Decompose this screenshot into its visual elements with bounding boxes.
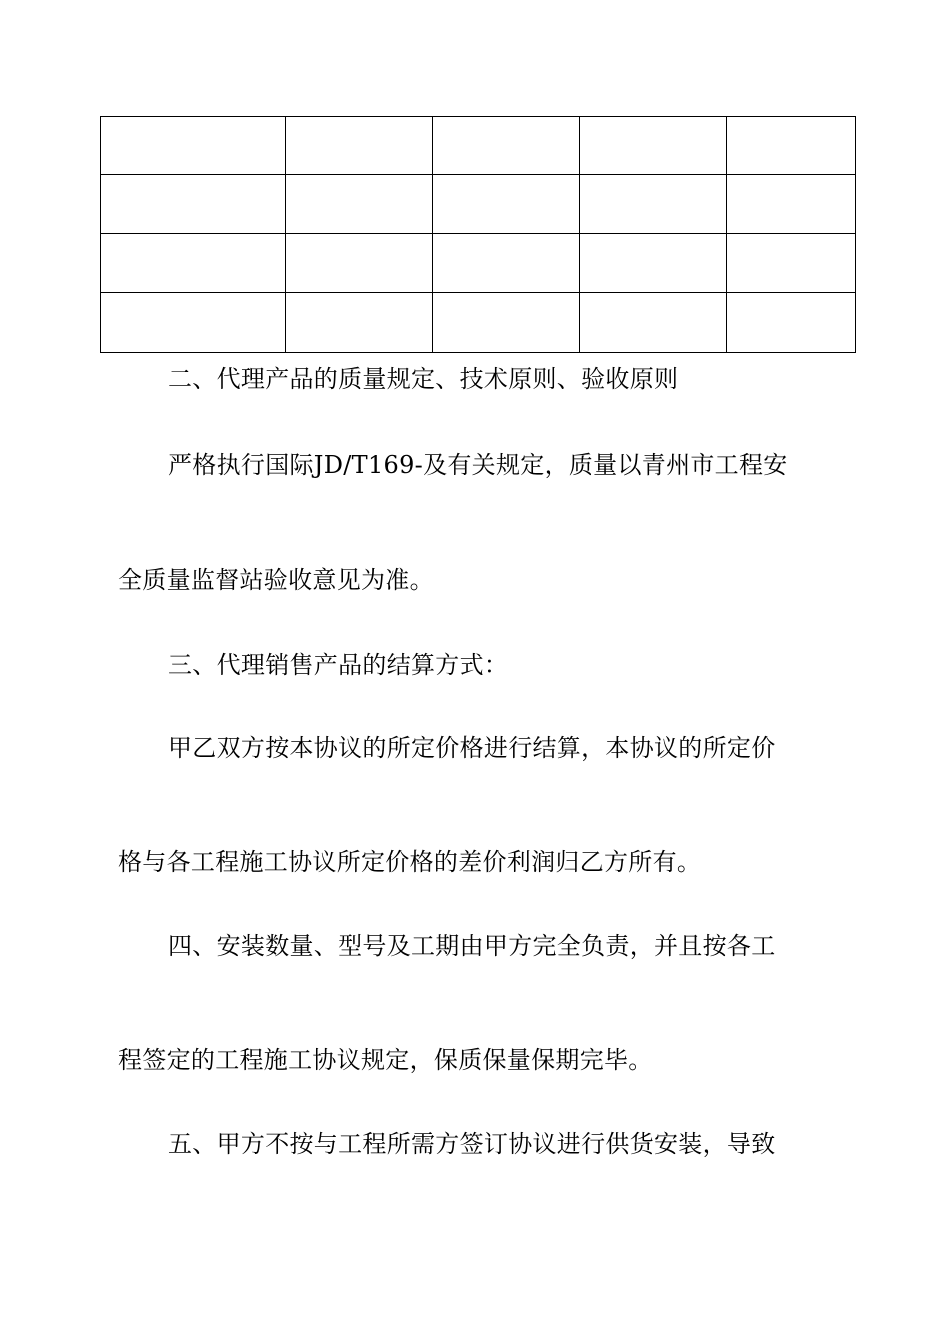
table-cell xyxy=(727,293,856,353)
section-2-body-line-1: 严格执行国际JD/T169-及有关规定，质量以青州市工程安 xyxy=(168,451,788,479)
table-cell xyxy=(433,117,580,175)
section-2-heading: 二、代理产品的质量规定、技术原则、验收原则 xyxy=(168,365,679,393)
table-cell xyxy=(286,234,433,293)
table-row xyxy=(101,234,856,293)
table-cell xyxy=(433,175,580,234)
table-cell xyxy=(433,293,580,353)
table-row xyxy=(101,175,856,234)
section-3-body-line-1: 甲乙双方按本协议的所定价格进行结算，本协议的所定价 xyxy=(168,734,776,762)
table-cell xyxy=(286,175,433,234)
table-cell xyxy=(286,293,433,353)
section-4-body-line-1: 四、安装数量、型号及工期由甲方完全负责，并且按各工 xyxy=(168,932,776,960)
table-cell xyxy=(101,175,286,234)
empty-data-table xyxy=(100,116,856,353)
section-4-body-line-2: 程签定的工程施工协议规定，保质保量保期完毕。 xyxy=(118,1046,653,1074)
table-cell xyxy=(101,117,286,175)
table-cell xyxy=(101,234,286,293)
section-3-body-line-2: 格与各工程施工协议所定价格的差价利润归乙方所有。 xyxy=(118,848,702,876)
table-cell xyxy=(580,175,727,234)
section-3-heading: 三、代理销售产品的结算方式： xyxy=(168,651,509,679)
table-cell xyxy=(286,117,433,175)
table-cell xyxy=(101,293,286,353)
table-cell xyxy=(727,117,856,175)
table-cell xyxy=(433,234,580,293)
section-2-body-line-2: 全质量监督站验收意见为准。 xyxy=(118,566,434,594)
table-row xyxy=(101,293,856,353)
table-cell xyxy=(580,293,727,353)
table-cell xyxy=(580,117,727,175)
section-5-body-line-1: 五、甲方不按与工程所需方签订协议进行供货安装，导致 xyxy=(168,1130,776,1158)
table-row xyxy=(101,117,856,175)
table-cell xyxy=(727,234,856,293)
table-cell xyxy=(580,234,727,293)
table-cell xyxy=(727,175,856,234)
